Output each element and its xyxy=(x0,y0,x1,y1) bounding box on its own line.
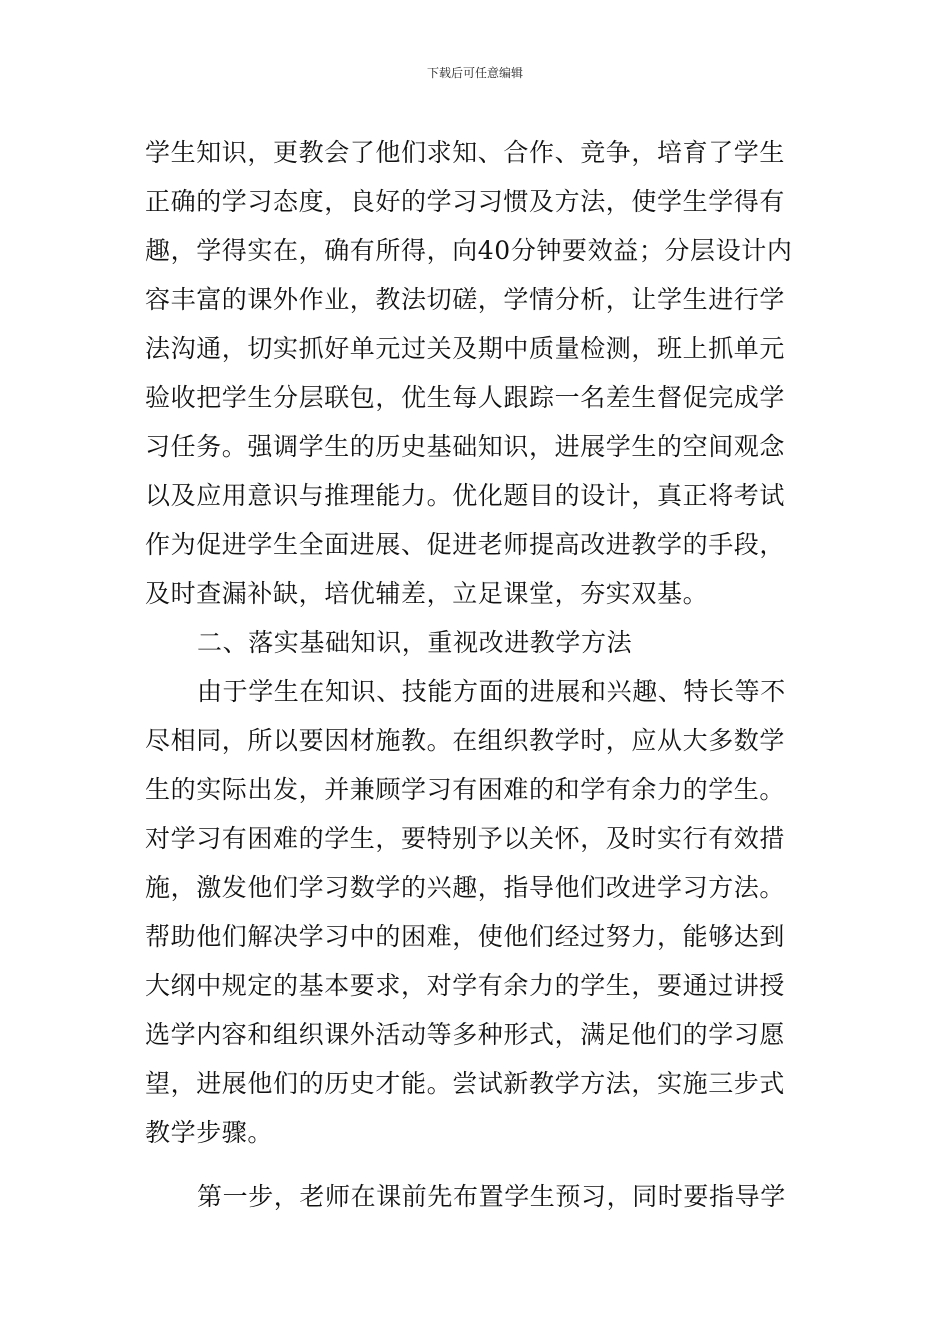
text-line: 正确的学习态度，良好的学习习惯及方法，使学生学得有 xyxy=(145,187,786,216)
text-line: 验收把学生分层联包，优生每人跟踪一名差生督促完成学 xyxy=(145,383,786,412)
section-heading: 二、落实基础知识，重视改进教学方法 xyxy=(197,628,633,657)
page-header: 下载后可任意编辑 xyxy=(426,66,523,80)
text-line: 趣，学得实在，确有所得，向40分钟要效益；分层设计内 xyxy=(145,236,793,265)
text-line: 容丰富的课外作业，教法切磋，学情分析，让学生进行学 xyxy=(145,285,786,314)
paragraph-start-line: 由于学生在知识、技能方面的进展和兴趣、特长等不 xyxy=(197,677,786,706)
text-line: 教学步骤。 xyxy=(145,1118,274,1147)
text-line: 选学内容和组织课外活动等多种形式，满足他们的学习愿 xyxy=(145,1020,786,1049)
text-line: 及时查漏补缺，培优辅差，立足课堂，夯实双基。 xyxy=(145,579,709,608)
paragraph-gap xyxy=(145,1157,810,1172)
paragraph-start-line: 第一步，老师在课前先布置学生预习，同时要指导学 xyxy=(197,1182,786,1211)
text-line: 尽相同，所以要因材施教。在组织教学时，应从大多数学 xyxy=(145,726,786,755)
text-line: 对学习有困难的学生，要特别予以关怀，及时实行有效措 xyxy=(145,824,786,853)
text-line: 以及应用意识与推理能力。优化题目的设计，真正将考试 xyxy=(145,481,786,510)
text-line: 帮助他们解决学习中的困难，使他们经过努力，能够达到 xyxy=(145,922,786,951)
text-line: 生的实际出发，并兼顾学习有困难的和学有余力的学生。 xyxy=(145,775,786,804)
document-body xyxy=(145,128,810,1221)
text-line: 大纲中规定的基本要求，对学有余力的学生，要通过讲授 xyxy=(145,971,786,1000)
text-line: 习任务。强调学生的历史基础知识，进展学生的空间观念 xyxy=(145,432,786,461)
text-line: 作为促进学生全面进展、促进老师提高改进教学的手段， xyxy=(145,530,786,559)
text-line: 学生知识，更教会了他们求知、合作、竞争，培育了学生 xyxy=(145,138,786,167)
text-line: 望，进展他们的历史才能。尝试新教学方法，实施三步式 xyxy=(145,1069,786,1098)
text-line: 施，激发他们学习数学的兴趣，指导他们改进学习方法。 xyxy=(145,873,786,902)
text-line: 法沟通，切实抓好单元过关及期中质量检测，班上抓单元 xyxy=(145,334,786,363)
